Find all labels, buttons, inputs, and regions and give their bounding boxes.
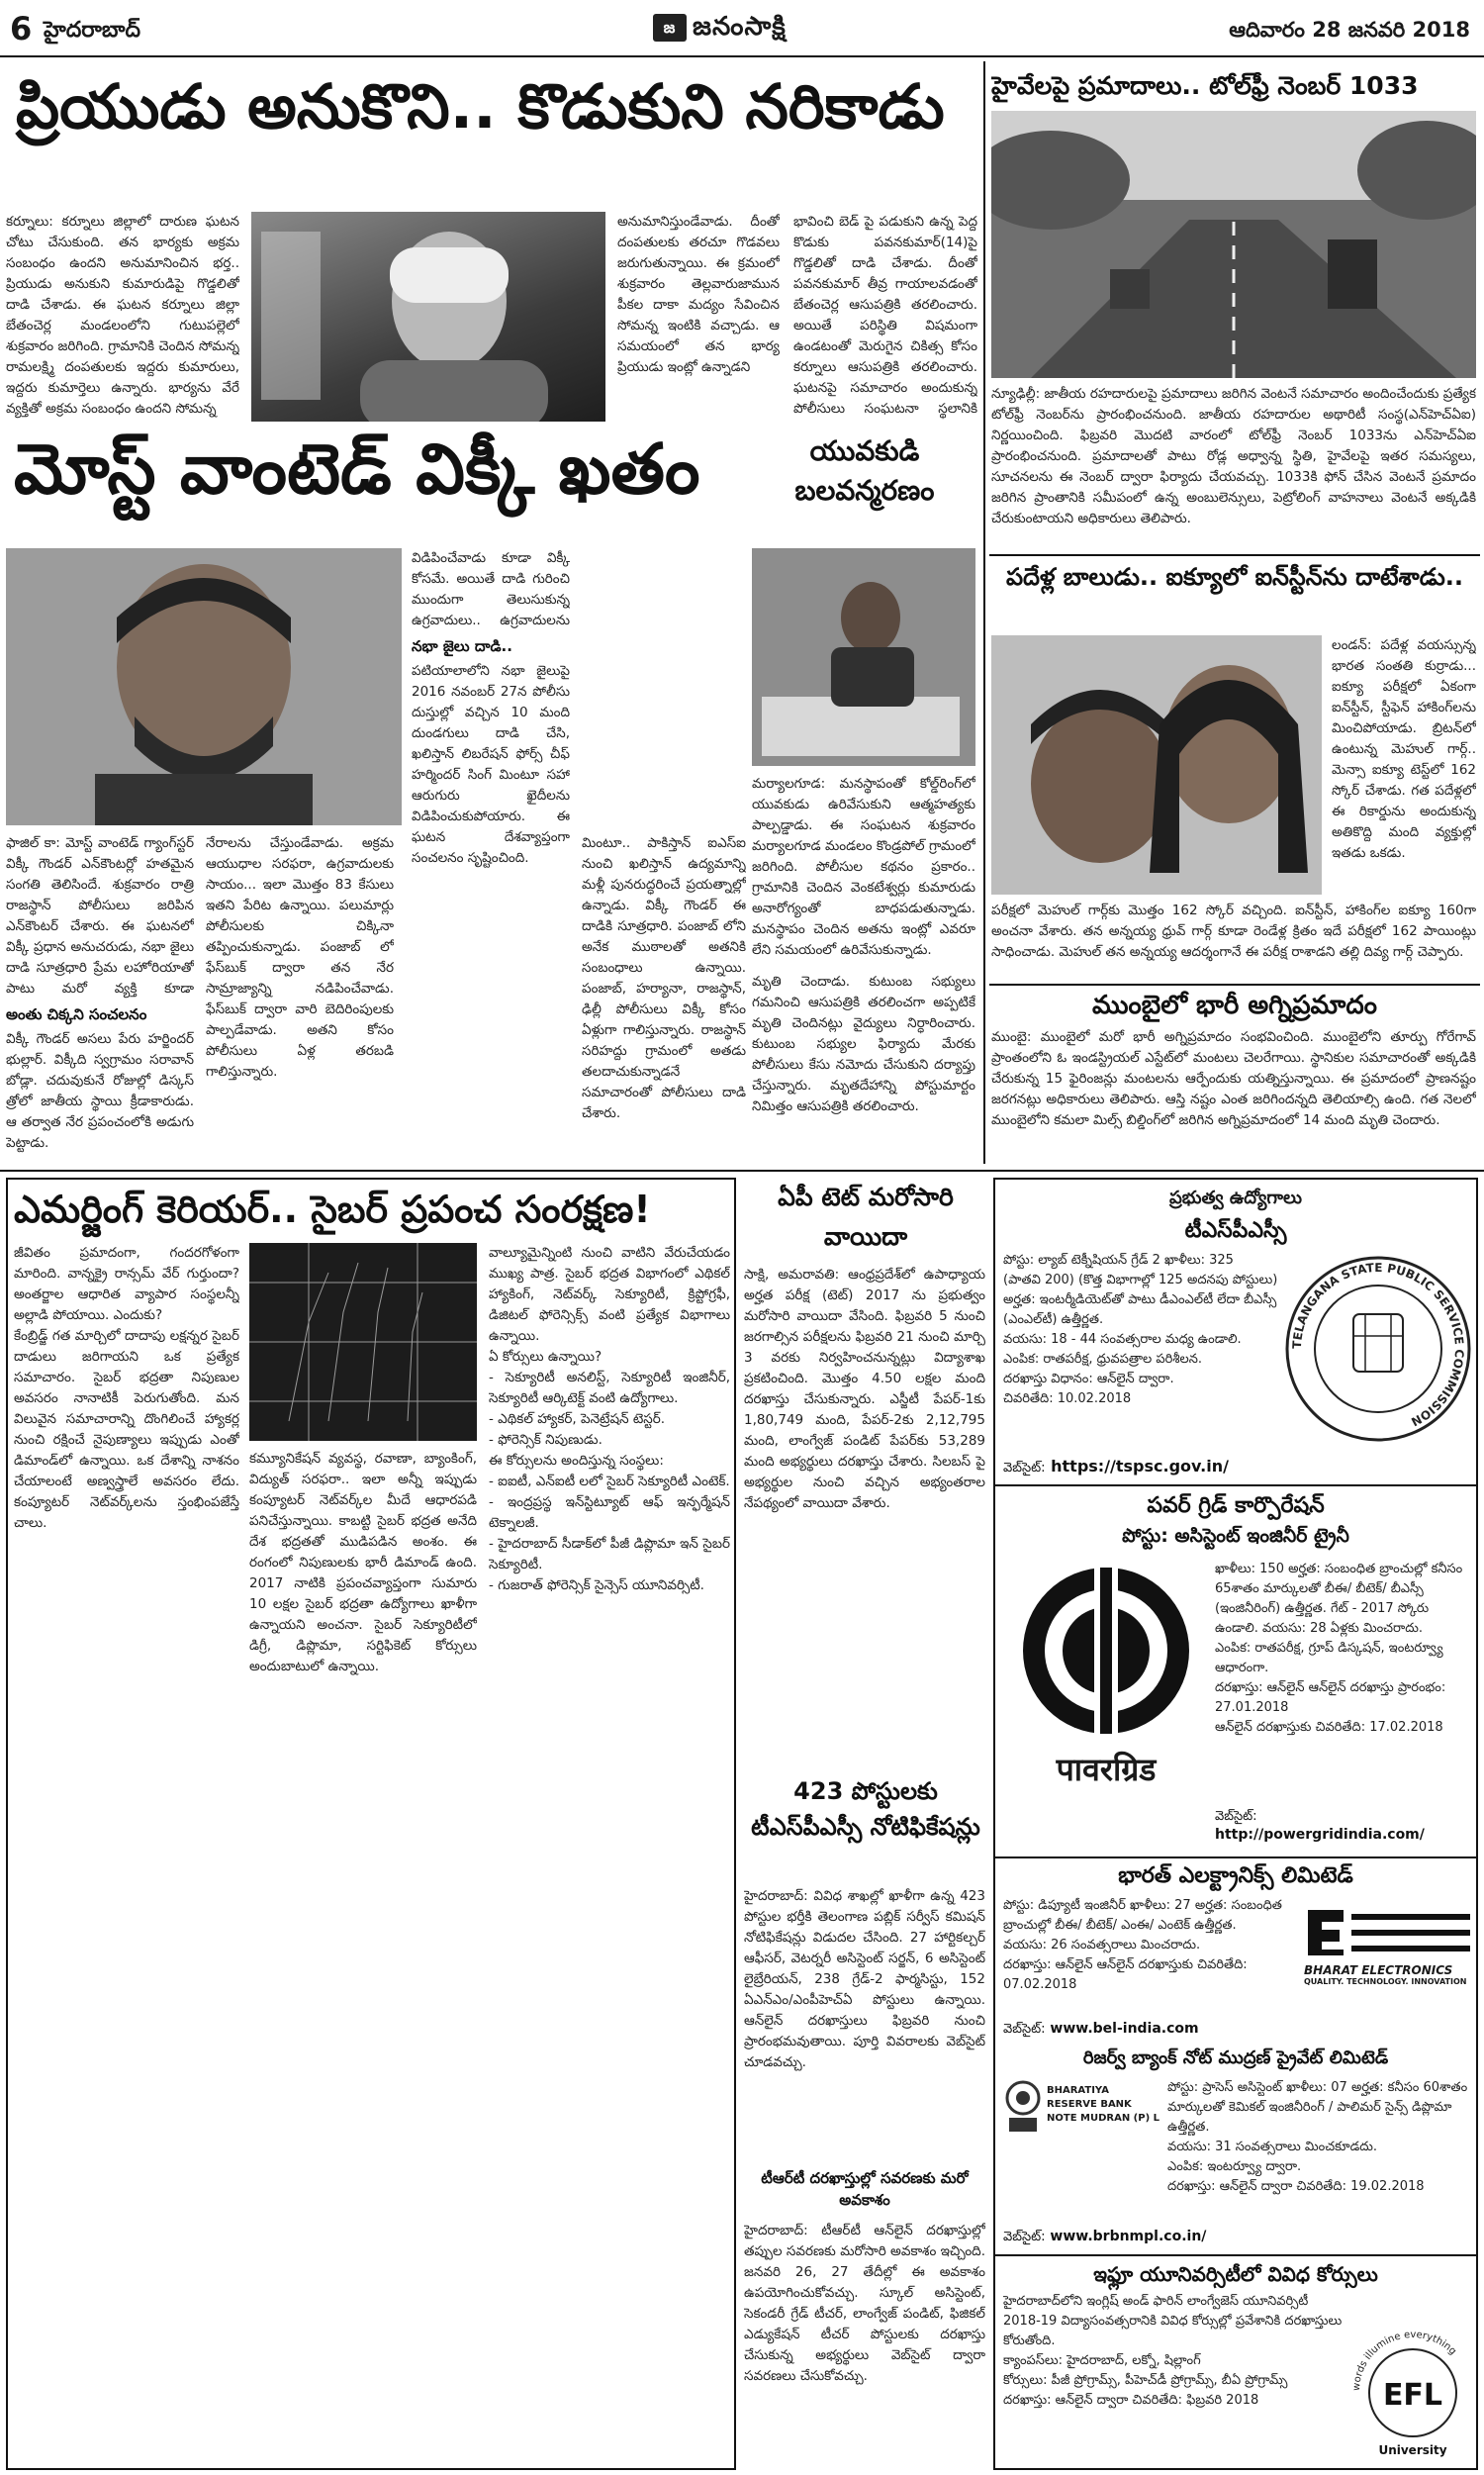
jobs-divider-2 — [995, 1856, 1476, 1858]
bel-title: భారత్ ఎలక్ట్రానిక్స్ లిమిటెడ్ — [1118, 1863, 1353, 1888]
story9-subhead: టీఆర్‌టీ దరఖాస్తుల్లో సవరణకు మరో అవకాశం — [761, 2169, 969, 2209]
efl-logo-sub: University — [1378, 2443, 1447, 2457]
story2-subhead1: అంతు చిక్కని సంచలనం — [6, 1005, 147, 1023]
story6-body: ముంబై: ముంబైలో మరో భారీ అగ్నిప్రమాదం సంభవించింది. ముంబైలోని తూర్పు గోరేగావ్ ప్రాంతంలోని ఓ ఇండస్ట్రియల్ ఎస్టేట్‌లో మంటలు చెలరేగాయి. స్థానికుల సమాచారంతో అక్కడికి చేరుకున్న 15 ఫైరింజన్లు మంటలను ఆర్పేందుకు యత్నిస్తున్నాయి. ఈ ప్రమాదంలో ప్రాణనష్టం జరగనట్లు అధికారులు తెలిపారు. ఆస్తి నష్టం ఎంత జరిగిందన్నది తెలియాల్సి ఉంది. గత నెలలో ముంబైలోని కమలా మిల్స్ బిల్డింగ్‌లో జరిగిన అగ్నిప్రమాదంలో 14 మంది మృతి చెందారు. — [991, 1029, 1476, 1128]
story1-photo — [251, 212, 605, 422]
story-son-attacked — [6, 67, 977, 424]
story1-col1: కర్నూలు: కర్నూలు జిల్లాలో దారుణ ఘటన చోటు చేసుకుంది. తన భార్యకు అక్రమ సంబంధం ఉందని అనుమానించిన భర్త.. ప్రియుడు అనుకుని కుమారుడిపై గొడ్డలితో దాడి చేశాడు. ఈ ఘటన కర్నూలు జిల్లా బేతంచెర్ల మండలంలోని గుటుపల్లెలో శుక్రవారం జరిగింది. గ్రామానికి చెందిన సోమన్న రామలక్ష్మి దంపతులకు ఇద్దరు కుమారులు, ఇద్దరు కుమార్తెలు ఉన్నారు. భార్యను వేరే వ్యక్తితో అక్రమ సంబంధం ఉందని సోమన్న — [6, 214, 239, 417]
story-mumbai-fire — [991, 988, 1478, 1166]
story5-photo — [991, 635, 1322, 895]
brbnmpl-logo-text: BHARATIYA RESERVE BANK NOTE MUDRAN (P) L — [1047, 2085, 1159, 2124]
story-iq-boy — [991, 560, 1478, 984]
story1-col3: భావించి బెడ్ పై పడుకుని ఉన్న పెద్ద కొడుకు పవనకుమార్(14)పై గొడ్డలితో దాడి చేశాడు. దీంతో పవనకుమార్ తీవ్ర గాయాలవడంతో బేతంచెర్ల ఆసుపత్రికి తరలించారు. అయితే పరిస్థితి విషమంగా ఉండటంతో మెరుగైన చికిత్స కోసం కర్నూలు ఆసుపత్రికి తరలించారు. ఘటనపై సమాచారం అందుకున్న పోలీసులు సంఘటనా స్థలానికి — [793, 214, 977, 417]
story4-photo — [991, 111, 1476, 378]
jobs-divider-3 — [995, 2254, 1476, 2256]
powergrid-website-label: వెబ్‌సైట్: — [1215, 1809, 1257, 1824]
efl-logo — [1351, 2302, 1474, 2464]
tspsc-emblem-text: TELANGANA STATE PUBLIC SERVICE COMMISSION — [1289, 1260, 1467, 1429]
tspsc-emblem — [1284, 1245, 1472, 1453]
bel-logo-tagline: QUALITY. TECHNOLOGY. INNOVATION — [1304, 1977, 1467, 1986]
paper-name — [653, 12, 787, 48]
brbnmpl-body: పోస్టు: ప్రాసెస్ అసిస్టెంట్ ఖాళీలు: 07 అర్హత: కనీసం 60శాతం మార్కులతో కెమికల్ ఇంజినీరింగ్ / పాలిమర్ సైన్స్ డిప్లొమా ఉత్తీర్ణత. వయసు: 31 సంవత్సరాలు మించకూడదు. ఎంపిక: ఇంటర్వ్యూ ద్వారా. దరఖాస్తు: ఆన్‌లైన్ ద్వారా చివరితేది: 19.02.2018 — [1167, 2080, 1468, 2194]
story7-col3: వాల్యూమైన్నింటి నుంచి వాటిని వేరుచేయడం ముఖ్య పాత్ర. సైబర్ భద్రత విభాగంలో ఎథికల్ హ్యాకింగ్, నెట్‌వర్క్ సెక్యూరిటీ, క్రిప్టోగ్రఫీ, డిజిటల్ ఫోరెన్సిక్స్ వంటి ప్రత్యేక విభాగాలు ఉన్నాయి. ఏ కోర్సులు ఉన్నాయి? - సెక్యూరిటీ అనలిస్ట్, సెక్యూరిటీ ఇంజినీర్, సెక్యూరిటీ ఆర్కిటెక్ట్ వంటి ఉద్యోగాలు. - ఎథికల్ హ్యాకర్, పెనెట్రేషన్ టెస్టర్. - ఫోరెన్సిక్ నిపుణుడు. ఈ కోర్సులను అందిస్తున్న సంస్థలు: - ఐఐటీ, ఎన్‌ఐటీ లలో సైబర్ సెక్యూరిటీ ఎంటెక్. - ఇంద్రప్రస్థ ఇన్‌స్టిట్యూట్ ఆఫ్ ఇన్ఫర్మేషన్ టెక్నాలజీ. - హైదరాబాద్ సీడాక్‌లో పీజీ డిప్లొమా ఇన్ సైబర్ సెక్యూరిటీ. - గుజరాత్ ఫోరెన్సిక్ సైన్సెస్ యూనివర్సిటీ. — [489, 1245, 730, 1593]
brbnmpl-website-link[interactable]: www.brbnmpl.co.in/ — [1050, 2229, 1207, 2244]
story7-photo — [249, 1243, 477, 1441]
brbnmpl-logo — [1003, 2078, 1161, 2143]
city-label: హైదరాబాద్ — [44, 18, 140, 43]
brbnmpl-logo-icon — [1003, 2078, 1043, 2138]
boy-with-mother-image — [991, 635, 1322, 895]
powergrid-website-row — [1215, 1809, 1474, 1849]
story9-headline: 423 పోస్టులకు టీఎస్‌పీఎస్సీ నోటిఫికేషన్లు — [751, 1777, 980, 1841]
bel-logo-text: BHARAT ELECTRONICS — [1304, 1963, 1453, 1977]
tspsc-emblem-icon — [1284, 1245, 1472, 1453]
efl-body: హైదరాబాద్‌లోని ఇంగ్లిష్ అండ్ ఫారిన్ లాంగ్వేజెస్ యూనివర్సిటీ 2018-19 విద్యాసంవత్సరానికి వివిధ కోర్సుల్లో ప్రవేశానికి దరఖాస్తులు కోరుతోంది. క్యాంపస్‌లు: హైదరాబాద్, లక్నో, షిల్లాంగ్ కోర్సులు: పీజీ ప్రోగ్రామ్స్, పీహెచ్‌డీ ప్రోగ్రామ్స్, బీఏ ప్రోగ్రామ్స్ దరఖాస్తు: ఆన్‌లైన్ ద్వారా చివరితేది: ఫిబ్రవరి 2018 — [1003, 2294, 1343, 2408]
story3-col2: మృతి చెందాడు. కుటుంబ సభ్యులు గమనించి ఆసుపత్రికి తరలించగా అప్పటికే మృతి చెందినట్లు వైద్యులు నిర్ధారించారు. కుటుంబ సభ్యుల ఫిర్యాదు మేరకు పోలీసులు కేసు నమోదు చేసుకుని దర్యాప్తు చేస్తున్నారు. మృతదేహాన్ని పోస్టుమార్టం నిమిత్తం ఆసుపత్రికి తరలించారు. — [752, 974, 975, 1114]
story9-body2: హైదరాబాద్: టీఆర్‌టీ ఆన్‌లైన్ దరఖాస్తుల్లో తప్పుల సవరణకు మరోసారి అవకాశం ఇచ్చింది. జనవరి 26, 27 తేదీల్లో ఈ అవకాశం ఉపయోగించుకోవచ్చు. స్కూల్ అసిస్టెంట్, సెకండరీ గ్రేడ్ టీచర్, లాంగ్వేజ్ పండిట్, ఫిజికల్ ఎడ్యుకేషన్ టీచర్ పోస్టులకు దరఖాస్తు చేసుకున్న అభ్యర్థులు వెబ్‌సైట్ ద్వారా సవరణలు చేసుకోవచ్చు. — [744, 2223, 985, 2384]
story-vicky-gounder — [6, 431, 752, 1164]
powergrid-subtitle: పోస్టు: అసిస్టెంట్ ఇంజినీర్ ట్రైనీ — [1122, 1525, 1349, 1547]
story3-photo — [752, 548, 975, 766]
story1-headline: ప్రియుడు అనుకొని.. కొడుకుని నరికాడు — [16, 70, 945, 143]
efl-logo-motto: words illumine everything — [1351, 2329, 1458, 2392]
tspsc-website-label: వెబ్‌సైట్: — [1003, 1461, 1046, 1475]
gangster-portrait-image — [6, 548, 402, 825]
story-tspsc-423 — [744, 1773, 987, 2470]
story7-headline: ఎమర్జింగ్ కెరియర్.. సైబర్ ప్రపంచ సంరక్షణ! — [14, 1188, 651, 1231]
story2-col3b: పటియాలాలోని నభా జైలుపై 2016 నవంబర్ 27న పోలీసు దుస్తుల్లో వచ్చిన 10 మంది దుండగులు దాడి చేసి, ఖలిస్తాన్ లిబరేషన్ ఫోర్స్ చీఫ్ హర్మిందర్ సింగ్ మింటూ సహా ఆరుగురు ఖైదీలను విడిపించుకుపోయారు. ఈ ఘటన దేశవ్యాప్తంగా సంచలనం సృష్టించింది. — [412, 663, 570, 866]
story3-headline: యువకుడి బలవన్మరణం — [794, 434, 935, 507]
bel-logo-icon — [1304, 1900, 1474, 1959]
tspsc-body: పోస్టు: ల్యాబ్ టెక్నీషియన్ గ్రేడ్ 2 ఖాళీలు: 325 (పాతవి 200) (కొత్త విభాగాల్లో 125 అదనపు పోస్టులు) అర్హత: ఇంటర్మీడియెట్‌తో పాటు డీఎంఎల్‌టీ లేదా బీఎస్సీ (ఎంఎల్‌టీ) ఉత్తీర్ణత. వయసు: 18 - 44 సంవత్సరాల మధ్య ఉండాలి. ఎంపిక: రాతపరీక్ష, ధ్రువపత్రాల పరిశీలన. దరఖాస్తు విధానం: ఆన్‌లైన్ ద్వారా. చివరితేది: 10.02.2018 — [1003, 1253, 1278, 1406]
story4-headline: హైవేలపై ప్రమాదాలు.. టోల్‌ఫ్రీ నెంబర్ 1033 — [991, 71, 1419, 100]
story5-col2: పరీక్షలో మెహుల్ గార్గ్‌కు మొత్తం 162 స్కోర్ వచ్చింది. ఐన్‌స్టీన్, హాకింగ్‌ల ఐక్యూ 160గా అంచనా వేశారు. తన అన్నయ్య ధ్రువ్ గార్గ్ కూడా రెండేళ్ల క్రితం ఇదే పరీక్షలో 162 పాయింట్లు సాధించాడు. మెహుల్ తన అన్నయ్య ఆదర్శంగానే ఈ పరీక్ష రాశాడని తల్లి దివ్య గార్గ్ చెప్పారు. — [991, 903, 1476, 960]
story5-col1: లండన్: పదేళ్ల వయస్సున్న భారత సంతతి కుర్రాడు... ఐక్యూ పరీక్షలో ఏకంగా ఐన్‌స్టీన్, స్టీఫెన్ హాకింగ్‌లను మించిపోయాడు. బ్రిటన్‌లో ఉంటున్న మెహుల్ గార్గ్.. మెన్సా ఐక్యూ టెస్ట్‌లో 162 స్కోర్ చేశాడు. గత పదేళ్లలో ఈ రికార్డును అందుకున్న అతికొద్ది మంది వ్యక్తుల్లో ఇతడు ఒకడు. — [1332, 637, 1476, 861]
story2-col1: ఫాజిల్ కా: మోస్ట్ వాంటెడ్ గ్యాంగ్‌స్టర్ విక్కీ గౌండర్ ఎన్‌కౌంటర్లో హతమైన సంగతి తెలిసిందే. శుక్రవారం రాత్రి రాజస్థాన్ పోలీసులు జరిపిన ఎన్‌కౌంటర్ చేశారు. ఈ ఘటనలో విక్కీ ప్రధాన అనుచరుడు, నభా జైలు దాడి సూత్రధారి ప్రేమ లహోరియాతో పాటు మరో వ్యక్తి కూడా — [6, 835, 194, 997]
story2-col3: విడిపించేవాడు కూడా విక్కీ కోసమే. అయితే దాడి గురించి ముందుగా తెలుసుకున్న ఉగ్రవాదులు.. ఉగ్రవాదులను — [412, 550, 570, 628]
bel-website-link[interactable]: www.bel-india.com — [1050, 2021, 1199, 2037]
tspsc-title: టీఎస్‌పీఎస్సీ — [1184, 1218, 1287, 1243]
powergrid-body: ఖాళీలు: 150 అర్హత: సంబంధిత బ్రాంచుల్లో కనీసం 65శాతం మార్కులతో బీఈ/ బీటెక్/ బీఎస్సీ (ఇంజినీరింగ్) ఉత్తీర్ణత. గేట్ - 2017 స్కోరు ఉండాలి. వయసు: 28 ఏళ్లకు మించరాదు. ఎంపిక: రాతపరీక్ష, గ్రూప్ డిస్కషన్, ఇంటర్వ్యూ ఆధారంగా. దరఖాస్తు: ఆన్‌లైన్ ఆన్‌లైన్ దరఖాస్తు ప్రారంభం: 27.01.2018 ఆన్‌లైన్ దరఖాస్తుకు చివరితేది: 17.02.2018 — [1215, 1562, 1463, 1735]
story9-body: హైదరాబాద్: వివిధ శాఖల్లో ఖాళీగా ఉన్న 423 పోస్టుల భర్తీకి తెలంగాణ పబ్లిక్ సర్వీస్ కమిషన్ నోటిఫికేషన్లు విడుదల చేసింది. 27 హార్టికల్చర్ ఆఫీసర్, వెటర్నరీ అసిస్టెంట్ సర్జన్, 6 అసిస్టెంట్ లైబ్రేరియన్, 238 గ్రేడ్-2 ఫార్మసిస్టు, 152 ఏఎన్ఎం/ఎంపీహెచ్‌ఏ పోస్టులు ఉన్నాయి. ఆన్‌లైన్ దరఖాస్తులు ఫిబ్రవరి నుంచి ప్రారంభమవుతాయి. పూర్తి వివరాలకు వెబ్‌సైట్ చూడవచ్చు. — [744, 1888, 985, 2070]
highway-image — [991, 111, 1476, 378]
story-highway-tollfree — [991, 65, 1478, 550]
story2-photo — [6, 548, 402, 825]
divider-right-2 — [989, 984, 1480, 986]
efl-logo-text: EFL — [1382, 2378, 1443, 2413]
tspsc-website-link[interactable]: https://tspsc.gov.in/ — [1051, 1457, 1229, 1475]
paper-title: జనంసాక్షి — [693, 12, 787, 42]
paper-logo-icon: జ — [653, 14, 687, 42]
story1-col2: అనుమానిస్తుండేవాడు. దీంతో దంపతులకు తరచూ గొడవలు జరుగుతున్నాయి. ఈ క్రమంలో శుక్రవారం తెల్లవారుజామున పీకల దాకా మద్యం సేవించిన సోమన్న ఇంటికి వచ్చాడు. ఆ సమయంలో తన భార్య ప్రియుడు ఇంట్లో ఉన్నాడని — [617, 214, 780, 375]
brbnmpl-website-label: వెబ్‌సైట్: — [1003, 2230, 1046, 2244]
bel-website-label: వెబ్‌సైట్: — [1003, 2022, 1046, 2037]
hospital-scene-image — [752, 548, 975, 766]
story7-col1: జీవితం ప్రమాదంగా, గందరగోళంగా మారింది. వాన్నక్రై రాన్సమ్ వేర్ గుర్తుందా? అంతర్జాల ఆధారిత వ్యాపార సంస్థలన్నీ అల్లాడి పోయాయి. ఎందుకు? కేంబ్రిడ్జ్ గత మార్చిలో దాదాపు లక్షన్నర సైబర్ దాడులు జరిగాయని ఒక ప్రత్యేక సమాచారం. సైబర్ భద్రతా నిపుణుల అవసరం నానాటికీ పెరుగుతోంది. మన విలువైన సమాచారాన్ని దొంగిలించే హ్యాకర్ల నుంచి రక్షించే నైపుణ్యాలు ఇప్పుడు ఎంతో డిమాండ్‌లో ఉన్నాయి. ఒక దేశాన్ని నాశనం చేయాలంటే అణ్వస్త్రాలే అవసరం లేదు. కంప్యూటర్ నెట్‌వర్క్‌లను స్తంభింపజేస్తే చాలు. — [14, 1245, 239, 1531]
jobs-section — [993, 1178, 1478, 2470]
powergrid-logo — [1003, 1560, 1209, 1787]
bel-logo — [1304, 1900, 1474, 1991]
story2-col2: నేరాలను చేస్తుండేవాడు. అక్రమ ఆయుధాల సరఫరా, ఉగ్రవాదులకు సాయం... ఇలా మొత్తం 83 కేసులు ఇతని పేరిట ఉన్నాయి. పలుమార్లు పోలీసులకు చిక్కినా తప్పించుకున్నాడు. పంజాబ్ లో ఫేస్‌బుక్ ద్వారా తన నేర సామ్రాజ్యాన్ని నడిపించేవాడు. ఫేస్‌బుక్ ద్వారా వారి బెదిరింపులకు పాల్పడేవాడు. అతని కోసం పోలీసులు ఏళ్ల తరబడి గాలిస్తున్నారు. — [206, 835, 394, 1080]
tspsc-website-row — [1003, 1457, 1320, 1480]
story3-col1: మర్యాలగూడ: మనస్థాపంతో కోల్డ్‌రింగ్‌లో యువకుడు ఉరివేసుకుని ఆత్మహత్యకు పాల్పడ్డాడు. ఈ సంఘటన శుక్రవారం మర్యాలగూడ మండలం కొండ్రపోల్ గ్రామంలో జరిగింది. పోలీసుల కథనం ప్రకారం.. గ్రామానికి చెందిన వెంకటేశ్వర్లు కుమారుడు అనారోగ్యంతో బాధపడుతున్నాడు. మనస్థాపం చెందిన అతను ఇంట్లో ఎవరూ లేని సమయంలో ఉరివేసుకున్నాడు. — [752, 776, 975, 958]
jobs-divider-1 — [995, 1484, 1476, 1486]
story2-subhead2: నభా జైలు దాడి.. — [412, 637, 512, 655]
story4-body: న్యూఢిల్లీ: జాతీయ రహదారులపై ప్రమాదాలు జరిగిన వెంటనే సమాచారం అందించేందుకు ప్రత్యేక టోల్‌ఫ్రీ నెంబర్‌ను ప్రారంభించనుంది. జాతీయ రహదారుల అథారిటీ సంస్థ(ఎన్‌హెచ్‌ఏఐ) నిర్ణయించింది. ఫిబ్రవరి మొదటి వారంలో టోల్‌ఫ్రీ నెంబర్ 1033ను ఎన్‌హెచ్‌ఏఐ ప్రారంభించనుంది. ప్రమాదాలతో పాటు రోడ్ల అధ్వాన్న స్థితి, హైవేలపై ఇతర సమస్యలు, సూచనలను ఈ నెంబర్ ద్వారా ఫిర్యాదు చేయవచ్చు. 1033కి ఫోన్ చేసిన వెంటనే ప్రమాదం జరిగిన ప్రాంతానికి సమీపంలో ఉన్న అంబులెన్సులు, పెట్రోలింగ్ వాహనాలు వెంటనే అక్కడికి చేరుకుంటాయని అధికారులు తెలిపారు. — [991, 386, 1476, 526]
divider-right-1 — [989, 554, 1480, 556]
brbnmpl-title: రిజర్వ్ బ్యాంక్ నోట్ ముద్రణ్ ప్రైవేట్ లిమిటెడ్ — [1082, 2047, 1389, 2068]
powergrid-logo-text: पावरग्रिड — [1056, 1751, 1157, 1787]
story6-headline: ముంబైలో భారీ అగ్నిప్రమాదం — [1092, 991, 1377, 1020]
bel-body: పోస్టు: డిప్యూటీ ఇంజినీర్ ఖాళీలు: 27 అర్హత: సంబంధిత బ్రాంచుల్లో బీఈ/ బీటెక్/ ఎంఈ/ ఎంటెక్ ఉత్తీర్ణత. వయసు: 26 సంవత్సరాలు మించరాదు. దరఖాస్తు: ఆన్‌లైన్ ఆన్‌లైన్ దరఖాస్తుకు చివరితేది: 07.02.2018 — [1003, 1898, 1282, 1992]
column-divider — [983, 61, 985, 1164]
bel-website-row — [1003, 2021, 1474, 2043]
page-divider — [0, 1170, 1484, 1172]
story2-col1b: విక్కీ గౌండర్ అసలు పేరు హర్జిందర్ భుల్లార్. విక్కీది స్వగ్రామం సరావాన్ బోడ్లా. చదువుకునే రోజుల్లో డిస్కస్ త్రోలో జాతీయ స్థాయి క్రీడాకారుడు. ఆ తర్వాత నేర ప్రపంచంలోకి అడుగు పెట్టాడు. — [6, 1031, 194, 1151]
efl-logo-icon — [1351, 2302, 1474, 2464]
masthead — [0, 0, 1484, 57]
issue-date: ఆదివారం 28 జనవరి 2018 — [1229, 18, 1470, 42]
story2-col4: మింటూ.. పాకిస్తాన్ ఐఎస్ఐ నుంచి ఖలిస్తాన్ ఉద్యమాన్ని మళ్లీ పునరుద్ధరించే ప్రయత్నాల్లో ఉన్నాడు. విక్కీ గౌండర్ ఈ దాడికి సూత్రధారి. పంజాబ్ లోని అనేక ముఠాలతో అతనికి సంబంధాలు ఉన్నాయి. పంజాబ్, హర్యానా, రాజస్థాన్, ఢిల్లీ పోలీసులు విక్కీ కోసం ఏళ్లుగా గాలిస్తున్నారు. రాజస్థాన్ సరిహద్దు గ్రామంలో అతడు తలదాచుకున్నాడనే సమాచారంతో పోలీసులు దాడి చేశారు. — [582, 835, 746, 1121]
story8-headline: ఏపీ టెట్ మరోసారి వాయిదా — [778, 1183, 954, 1251]
injured-boy-image — [251, 212, 605, 422]
story8-body: సాక్షి, అమరావతి: ఆంధ్రప్రదేశ్‌లో ఉపాధ్యాయ అర్హత పరీక్ష (టెట్) 2017 ను ప్రభుత్వం మరోసారి వాయిదా వేసింది. ఫిబ్రవరి 5 నుంచి జరగాల్సిన పరీక్షలను ఫిబ్రవరి 21 నుంచి మార్చి 3 వరకు నిర్వహించనున్నట్లు విద్యాశాఖ ప్రకటించింది. మొత్తం 4.50 లక్షల మంది దరఖాస్తు చేసుకున్నారు. ఎస్జీటీ పేపర్-1కు 1,80,749 మంది, పేపర్-2కు 2,12,795 మంది, లాంగ్వేజ్ పండిట్ పేపర్‌కు 53,289 మంది అభ్యర్థులు దరఖాస్తు చేశారు. సిలబస్ పై అభ్యర్థుల నుంచి వచ్చిన అభ్యంతరాల నేపథ్యంలో వాయిదా వేశారు. — [744, 1267, 985, 1511]
page-number: 6 — [10, 10, 33, 48]
powergrid-website-link[interactable]: http://powergridindia.com/ — [1215, 1827, 1425, 1843]
brbnmpl-website-row — [1003, 2229, 1474, 2250]
story-youth-suicide — [752, 431, 977, 1164]
efl-title: ఇఫ్లూ యూనివర్సిటీలో వివిధ కోర్సులు — [1093, 2262, 1378, 2286]
story-ap-tet — [744, 1178, 987, 1771]
cyber-hand-image — [249, 1243, 477, 1441]
story5-headline: పదేళ్ల బాలుడు.. ఐక్యూలో ఐన్‌స్టీన్‌ను దాటేశాడు.. — [1005, 563, 1464, 591]
story-cyber-career — [6, 1178, 736, 2470]
story2-headline: మోస్ట్ వాంటెడ్ విక్కీ ఖతం — [14, 431, 700, 510]
powergrid-title: పవర్ గ్రిడ్ కార్పొరేషన్ — [1147, 1493, 1325, 1518]
jobs-section-title: ప్రభుత్వ ఉద్యోగాలు — [1168, 1188, 1302, 1208]
story7-col2: కమ్యూనికేషన్ వ్యవస్థ, రవాణా, బ్యాంకింగ్, విద్యుత్ సరఫరా.. ఇలా అన్నీ ఇప్పుడు కంప్యూటర్ నెట్‌వర్క్‌ల మీదే ఆధారపడి పనిచేస్తున్నాయి. కాబట్టి సైబర్ భద్రత అనేది దేశ భద్రతతో ముడిపడిన అంశం. ఈ రంగంలో నిపుణులకు భారీ డిమాండ్ ఉంది. 2017 నాటికి ప్రపంచవ్యాప్తంగా సుమారు 10 లక్షల సైబర్ భద్రతా ఉద్యోగాలు ఖాళీగా ఉన్నాయని అంచనా. సైబర్ సెక్యూరిటీలో డిగ్రీ, డిప్లొమా, సర్టిఫికెట్ కోర్సులు అందుబాటులో ఉన్నాయి. — [249, 1451, 477, 1674]
